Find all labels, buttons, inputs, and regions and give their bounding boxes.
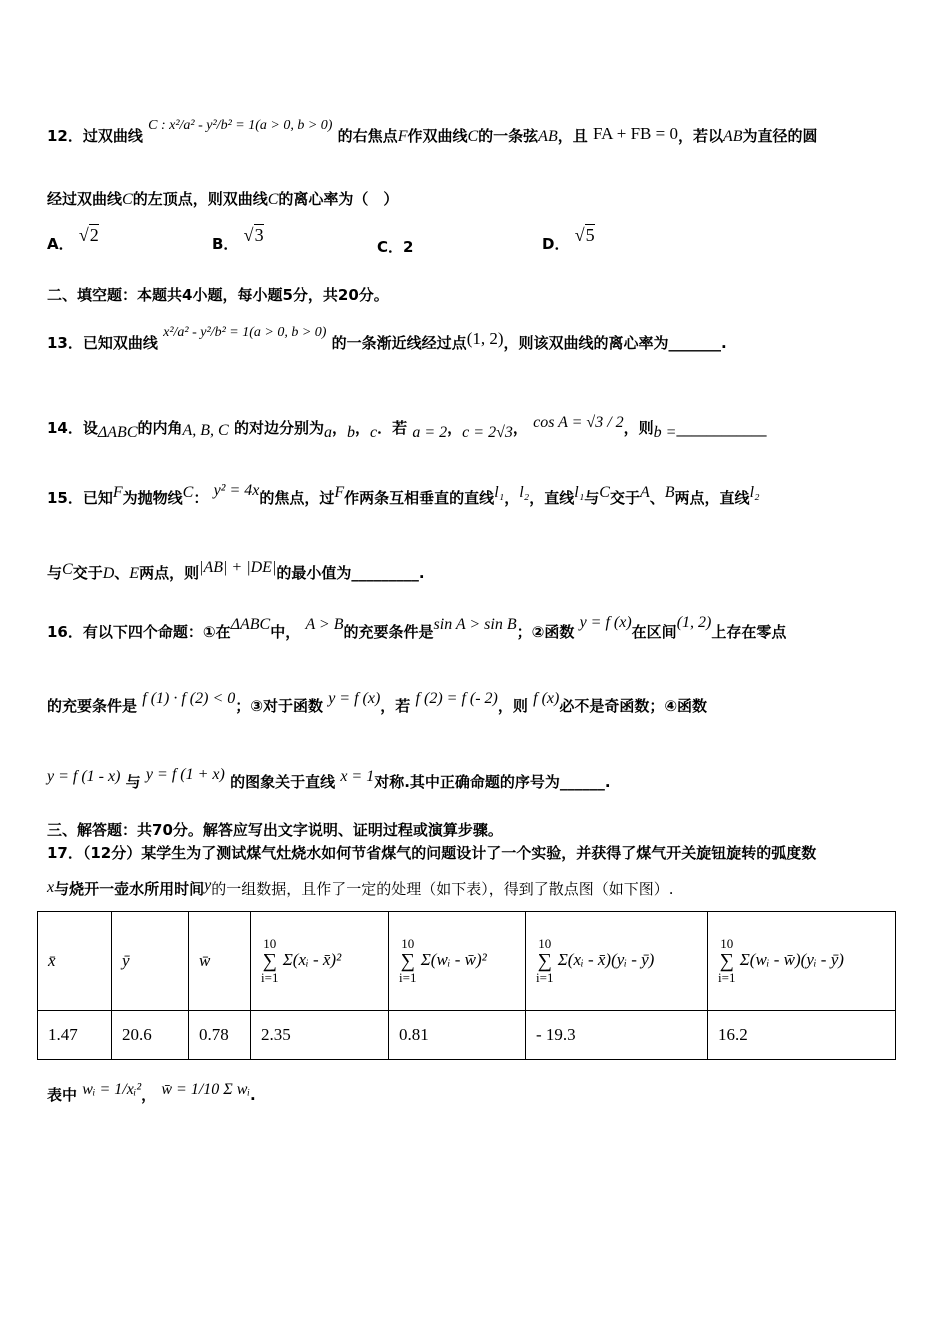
text: 上存在零点 [711, 623, 787, 641]
text: ，则该双曲线的离心率为_______. [503, 334, 727, 352]
sqrt-value: √2 [78, 225, 99, 245]
lower: i=1 [536, 970, 554, 985]
text: ，且 [557, 127, 588, 145]
q12-option-b [212, 225, 264, 254]
var: D [102, 565, 115, 582]
q17-line1 [47, 843, 816, 863]
statistics-table [37, 911, 896, 1060]
interval: (1, 2) [676, 614, 712, 631]
sum-symbol: 10 ∑ i=1 [718, 936, 736, 985]
cos-equation: cos A = √3 / 2 [533, 414, 624, 431]
hyperbola-equation: C : x²/a² - y²/b² = 1(a > 0, b > 0) [148, 118, 333, 133]
function: y = f (1 + x) [145, 766, 225, 783]
angles: A, B, C [182, 422, 229, 439]
text: 两点，直线 [674, 489, 750, 507]
text: ．若 [377, 419, 408, 437]
table-header-row [38, 912, 896, 1011]
header-text: Σ(wᵢ - w̄)² [420, 949, 487, 969]
text: 经过双曲线 [47, 190, 123, 208]
text: 与 [47, 564, 63, 582]
header-text: ȳ [122, 951, 130, 970]
sum-symbol: 10 ∑ i=1 [261, 936, 279, 985]
header-ybar [112, 912, 189, 1011]
c-value: c = 2√3 [462, 424, 513, 441]
q12-option-d [542, 225, 595, 254]
triangle: ΔABC [230, 616, 271, 633]
text: 交于 [609, 489, 640, 507]
text: 与 [125, 773, 141, 791]
table-cell: 20.6 [112, 1011, 189, 1060]
sum-symbol: 10 ∑ i=1 [536, 936, 554, 985]
text: 的焦点，过 [259, 489, 335, 507]
text: 的离心率为（ ） [278, 190, 399, 208]
text: ，则 [623, 419, 654, 437]
text: 14．设 [47, 419, 98, 437]
text: 对称.其中正确命题的序号为______. [374, 773, 611, 791]
inequality: A > B [305, 616, 344, 633]
header-xbar [38, 912, 112, 1011]
header-text: Σ(xᵢ - x̄)(yᵢ - ȳ) [557, 949, 655, 969]
var: l₁ [494, 484, 505, 501]
label: D． [542, 235, 570, 253]
radicand: 3 [254, 225, 264, 245]
header-wbar [189, 912, 251, 1011]
table-cell: 16.2 [708, 1011, 896, 1060]
sine-inequality: sin A > sin B [433, 616, 517, 633]
lower: i=1 [718, 970, 736, 985]
header-text: x̄ [48, 951, 56, 970]
text: 中， [270, 623, 301, 641]
abs-sum: |AB| + |DE| [199, 559, 277, 576]
table-cell: 2.35 [251, 1011, 389, 1060]
parabola-equation: y² = 4x [213, 482, 260, 499]
q16-line3 [47, 766, 611, 793]
header-sum-x2 [251, 912, 389, 1011]
q14-line: 14．设ΔABC的内角A, B, C 的对边分别为a，b，c．若 a = 2，c = 2√3， cos A = √3 / 2，则b =____________ [47, 414, 767, 441]
upper: 10 [401, 936, 415, 951]
q17-line2 [47, 879, 674, 900]
text: ，则 [497, 697, 528, 715]
lower: i=1 [399, 970, 417, 985]
text: 为抛物线 [122, 489, 183, 507]
text: 17．（12分）某学生为了测试煤气灶烧水如何节省煤气的问题设计了一个实验，并获得了煤气开关旋钮旋转的弧度数 [47, 844, 817, 862]
a-value: a = 2 [412, 424, 448, 441]
text: 表中 [47, 1086, 78, 1104]
header-sum-xy [526, 912, 708, 1011]
text: 15．已知 [47, 489, 113, 507]
var: x [47, 879, 55, 896]
var: c [370, 424, 378, 441]
q12-line1 [47, 118, 818, 148]
var: l₂ [749, 484, 760, 501]
b-query: b = [653, 424, 677, 441]
text: 与 [584, 489, 600, 507]
var: C [267, 191, 279, 208]
header-sum-w2 [389, 912, 526, 1011]
equality: f (2) = f (- 2) [415, 690, 498, 707]
header-text: Σ(xᵢ - x̄)² [282, 949, 342, 969]
radicand: 2 [89, 225, 99, 245]
q15-line2: 与C交于D、E两点，则|AB| + |DE|的最小值为_________. [47, 559, 425, 582]
condition: f (1) · f (2) < 0 [142, 690, 236, 707]
function: y = f (x) [328, 690, 381, 707]
sqrt-value: √5 [574, 225, 595, 245]
table-cell: - 19.3 [526, 1011, 708, 1060]
text: 的充要条件是 [343, 623, 434, 641]
sqrt-value: √3 [243, 225, 264, 245]
table-value-row [38, 1011, 896, 1060]
text: ，若以 [677, 127, 723, 145]
text: 的图象关于直线 [230, 773, 336, 791]
var: C [122, 191, 133, 208]
text: 的一组数据，且作了一定的处理（如下表），得到了散点图（如下图）. [211, 880, 674, 898]
q16-line2 [47, 690, 708, 717]
label: B． [212, 235, 239, 253]
section-2-title: 二、填空题：本题共4小题，每小题5分，共20分。 [47, 286, 389, 304]
upper: 10 [720, 936, 734, 951]
triangle: ΔABC [97, 424, 138, 441]
var: AB [538, 128, 558, 145]
text: 为直径的圆 [742, 127, 818, 145]
var: E [129, 565, 140, 582]
text: 作双曲线 [407, 127, 468, 145]
text: 与烧开一壶水所用时间 [54, 880, 205, 898]
text: 12．过双曲线 [47, 127, 143, 145]
answer-blank: ____________ [676, 419, 767, 437]
label: C．2 [377, 238, 414, 256]
text: 在区间 [631, 623, 677, 641]
lower: i=1 [261, 970, 279, 985]
var: C [599, 484, 610, 501]
line-equation: x = 1 [340, 768, 375, 785]
point: (1, 2) [466, 329, 504, 348]
text: ；③对于函数 [235, 697, 323, 715]
upper: 10 [263, 936, 277, 951]
text: ，直线 [529, 489, 575, 507]
text: 作两条互相垂直的直线 [344, 489, 495, 507]
wbar-definition: w̄ = 1/10 Σ wᵢ [161, 1081, 250, 1098]
text: 两点，则 [139, 564, 200, 582]
text: 的一条渐近线经过点 [331, 334, 467, 352]
function: y = f (1 - x) [47, 768, 121, 785]
radicand: 5 [585, 225, 595, 245]
text: 13．已知双曲线 [47, 334, 158, 352]
var: F [397, 128, 408, 145]
text: ，若 [380, 697, 411, 715]
text: ；②函数 [516, 623, 575, 641]
var: F [112, 484, 123, 501]
function: f (x) [533, 690, 560, 707]
var: l₂ [519, 484, 530, 501]
text: 的最小值为_________. [276, 564, 425, 582]
header-text: Σ(wᵢ - w̄)(yᵢ - ȳ) [739, 949, 844, 969]
label: A． [47, 235, 74, 253]
q15-line1: 15．已知F为抛物线C： y² = 4x的焦点，过F作两条互相垂直的直线l₁，l₂，直线l₁与C交于A、B两点，直线l₂ [47, 482, 760, 507]
function: y = f (x) [579, 614, 632, 631]
header-sum-wy [708, 912, 896, 1011]
text: 必不是奇函数；④函数 [559, 697, 708, 715]
q12-option-c [377, 236, 413, 257]
text: 的一条弦 [478, 127, 539, 145]
q12-line2 [47, 189, 398, 210]
text: 的左顶点，则双曲线 [132, 190, 268, 208]
var: C [182, 484, 194, 501]
table-cell: 0.78 [189, 1011, 251, 1060]
var: F [334, 484, 345, 501]
vector-equation: FA + FB = 0 [592, 124, 678, 143]
table-cell: 0.81 [389, 1011, 526, 1060]
hyperbola-equation: x²/a² - y²/b² = 1(a > 0, b > 0) [163, 325, 327, 340]
var: l₁ [574, 484, 585, 501]
var: C [467, 128, 479, 145]
q12-option-a [47, 225, 99, 254]
q16-line1 [47, 614, 787, 643]
text: 的右焦点 [337, 127, 398, 145]
var: A [639, 484, 650, 501]
upper: 10 [538, 936, 552, 951]
q13-line [47, 325, 727, 355]
text: 16．有以下四个命题：①在 [47, 623, 231, 641]
header-text: w̄ [199, 951, 211, 970]
var: y [204, 877, 212, 894]
text: 的对边分别为 [233, 419, 324, 437]
section-3-title: 三、解答题：共70分。解答应写出文字说明、证明过程或演算步骤。 [47, 821, 503, 839]
sum-symbol: 10 ∑ i=1 [399, 936, 417, 985]
text: 的充要条件是 [47, 697, 138, 715]
var: B [664, 484, 675, 501]
table-cell: 1.47 [38, 1011, 112, 1060]
text: . [249, 1086, 256, 1104]
var: b [346, 424, 355, 441]
var: a [323, 424, 332, 441]
text: 的内角 [137, 419, 183, 437]
text: 交于 [72, 564, 103, 582]
var: C [62, 561, 73, 578]
q17-table-note: 表中 wᵢ = 1/xᵢ²， w̄ = 1/10 Σ wᵢ. [47, 1081, 256, 1104]
wi-definition: wᵢ = 1/xᵢ² [82, 1081, 142, 1098]
var: AB [722, 128, 743, 145]
